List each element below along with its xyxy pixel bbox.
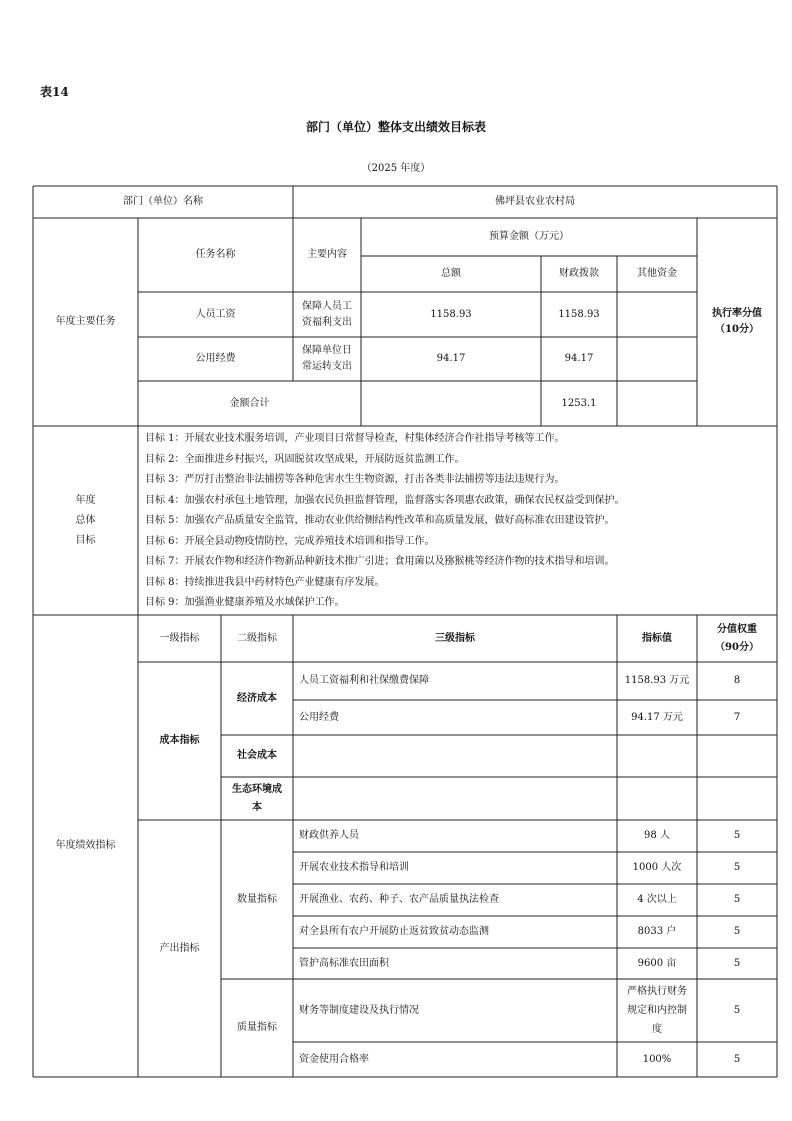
cost-row-1-weight: 8 xyxy=(733,675,741,686)
goal-item: 目标 9：加强渔业健康养殖及水域保护工作。 xyxy=(145,597,345,608)
task-row-2-content xyxy=(293,337,361,381)
weight-header-line2: （90分） xyxy=(715,641,759,653)
goal-item: 目标 7：开展农作物和经济作物新品种新技术推广引进；食用菌以及猕猴桃等经济作物的技术指导和培训。 xyxy=(145,556,615,567)
quantity-row-3-weight: 5 xyxy=(733,894,741,905)
eco-cost-label-line2: 本 xyxy=(252,801,262,813)
sum-fiscal: 1253.1 xyxy=(561,397,597,409)
quantity-row-4-weight: 5 xyxy=(733,926,741,937)
goal-item: 目标 2：全面推进乡村振兴，巩固脱贫攻坚成果，开展防返贫监测工作。 xyxy=(145,453,465,465)
quality-row-1-weight: 5 xyxy=(733,1004,741,1016)
quantity-row-5-name: 管护高标准农田面积 xyxy=(299,957,389,969)
budget-header: 预算金额（万元） xyxy=(489,231,569,242)
level3-header: 三级指标 xyxy=(435,632,475,644)
task-row-1-name: 人员工资 xyxy=(195,308,236,320)
eco-cost-label-line1: 生态环境成 xyxy=(232,783,282,795)
task-row-2-other xyxy=(617,337,697,381)
quantity-indicator-label: 数量指标 xyxy=(237,893,277,905)
goal-item: 目标 5：加强农产品质量安全监管，推动农业供给侧结构性改革和高质量发展，做好高标准农田建设管护。 xyxy=(145,515,615,526)
quantity-row-5-weight: 5 xyxy=(733,957,741,969)
other-funds-header: 其他资金 xyxy=(637,268,677,279)
quality-row-2-value: 100% xyxy=(642,1053,672,1065)
quality-indicator-label: 质量指标 xyxy=(237,1022,277,1033)
quantity-row-3-name: 开展渔业、农药、种子、农产品质量执法检查 xyxy=(299,894,499,905)
quantity-row-3-value: 4 次以上 xyxy=(637,894,677,905)
task-row-1-total: 1158.93 xyxy=(430,308,472,320)
quantity-row-5-value: 9600 亩 xyxy=(637,957,677,969)
quality-row-1-name: 财务等制度建设及执行情况 xyxy=(299,1004,419,1016)
cost-row-1-name: 人员工资福利和社保缴费保障 xyxy=(299,675,429,686)
goals-label-line2: 总体 xyxy=(75,514,96,526)
quality-row-1-value-line2: 规定和内控制 xyxy=(627,1005,687,1016)
task-row-2-total: 94.17 xyxy=(436,353,466,364)
goal-item: 目标 1：开展农业技术服务培训，产业项目日常督导检查，村集体经济合作社指导考核等工作。 xyxy=(145,433,565,444)
task-row-2-content-line1: 保障单位日 xyxy=(302,345,352,356)
sum-other xyxy=(617,381,697,426)
quantity-row-1-value: 98 人 xyxy=(644,830,670,841)
tasks-section-label: 年度主要任务 xyxy=(55,316,116,327)
quantity-row-4-value: 8033 户 xyxy=(637,926,677,937)
quality-row-2-weight: 5 xyxy=(733,1053,741,1065)
goal-item: 目标 8：持续推进我县中药材特色产业健康有序发展。 xyxy=(145,576,385,588)
indicators-section-label: 年度绩效指标 xyxy=(55,840,116,851)
cost-indicator-label: 成本指标 xyxy=(159,735,200,746)
goals-label-line1: 年度 xyxy=(75,494,96,506)
task-row-2-fiscal: 94.17 xyxy=(564,353,594,364)
economic-cost-label: 经济成本 xyxy=(237,692,277,704)
exec-rate-label: 执行率分值 xyxy=(712,308,762,319)
quantity-row-2-weight: 5 xyxy=(733,862,741,873)
task-row-1-content-line2: 资福利支出 xyxy=(302,316,352,328)
quantity-row-2-name: 开展农业技术指导和培训 xyxy=(299,862,409,873)
social-cost-label: 社会成本 xyxy=(237,750,277,761)
task-row-1-content-line1: 保障人员工 xyxy=(302,300,352,312)
level1-header: 一级指标 xyxy=(159,632,200,644)
task-row-1-other xyxy=(617,292,697,337)
goal-item: 目标 3：严厉打击整治非法捕捞等各种危害水生生物资源，打击各类非法捕捞等违法违规行为。 xyxy=(145,474,565,485)
cost-row-2-weight: 7 xyxy=(733,711,741,723)
cost-row-1-value: 1158.93 万元 xyxy=(624,675,690,686)
task-row-2-name: 公用经费 xyxy=(195,353,236,364)
sum-total xyxy=(361,381,541,426)
level2-header: 二级指标 xyxy=(237,632,277,644)
goals-section-label xyxy=(33,426,138,615)
eco-cost-label xyxy=(221,777,293,820)
quantity-row-1-weight: 5 xyxy=(733,830,741,841)
quality-row-1-value xyxy=(617,979,697,1042)
quantity-row-1-name: 财政供养人员 xyxy=(299,830,359,841)
fiscal-header: 财政拨款 xyxy=(559,268,599,279)
goal-item: 目标 4：加强农村承包土地管理，加强农民负担监督管理，监督落实各项惠农政策，确保农民权益受到保护。 xyxy=(145,494,625,506)
document-title: 部门（单位）整体支出绩效目标表 xyxy=(305,120,486,134)
total-header: 总额 xyxy=(441,268,461,279)
output-indicator-label: 产出指标 xyxy=(159,942,200,954)
task-name-header: 任务名称 xyxy=(195,249,236,260)
quantity-row-2-value: 1000 人次 xyxy=(632,862,682,873)
task-row-2-content-line2: 常运转支出 xyxy=(302,361,352,372)
quantity-row-4-name: 对全县所有农户开展防止返贫致贫动态监测 xyxy=(299,926,489,937)
document-year: （2025 年度） xyxy=(361,163,431,174)
task-row-1-fiscal: 1158.93 xyxy=(558,308,600,320)
indicator-value-header: 指标值 xyxy=(642,632,672,644)
table-number-label: 表14 xyxy=(40,85,69,99)
cost-row-2-value: 94.17 万元 xyxy=(631,711,683,723)
exec-rate-score-cell xyxy=(697,218,777,426)
unit-name-label: 部门（单位）名称 xyxy=(123,196,203,207)
task-row-1-content xyxy=(293,292,361,337)
goals-label-line3: 目标 xyxy=(75,534,96,546)
weight-header xyxy=(697,615,777,662)
unit-name-value: 佛坪县农业农村局 xyxy=(495,196,575,207)
cost-row-2-name: 公用经费 xyxy=(299,711,339,723)
weight-header-line1: 分值权重 xyxy=(717,623,757,635)
quality-row-1-value-line1: 严格执行财务 xyxy=(627,986,687,997)
exec-rate-score: （10分） xyxy=(715,324,759,335)
main-content-header: 主要内容 xyxy=(307,249,347,260)
goals-list xyxy=(145,429,775,614)
quality-row-2-name: 资金使用合格率 xyxy=(299,1053,369,1065)
quality-row-1-value-line3: 度 xyxy=(652,1024,662,1035)
sum-label: 金额合计 xyxy=(229,397,270,409)
goal-item: 目标 6：开展全县动物疫情防控，完成养殖技术培训和指导工作。 xyxy=(145,535,435,547)
